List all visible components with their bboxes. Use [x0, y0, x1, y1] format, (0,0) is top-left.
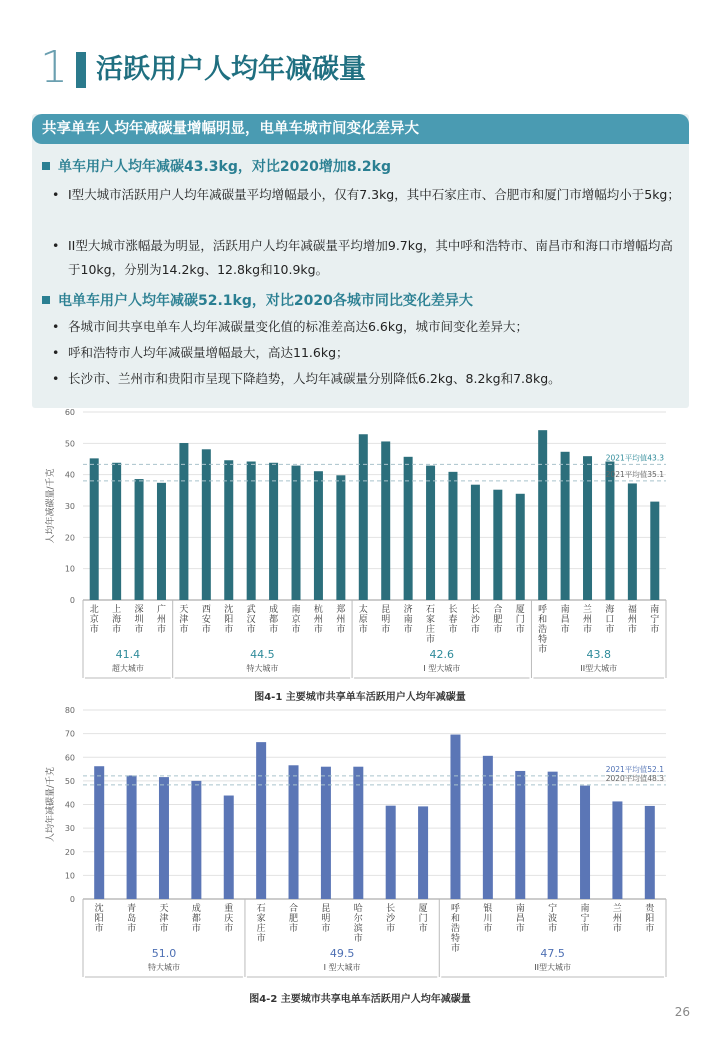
bar — [90, 458, 99, 600]
square-bullet-icon — [42, 162, 50, 170]
group-average: 51.0 — [151, 947, 177, 960]
x-tick-label: 太原市 — [358, 605, 368, 635]
reference-line-label: 2021平均值35.1 — [605, 469, 664, 479]
x-tick-label: 沈阳市 — [94, 904, 104, 934]
x-tick-label: 广州市 — [156, 605, 166, 635]
bullet-item — [52, 341, 682, 365]
x-tick-label: 郑州市 — [336, 605, 346, 635]
group-name: I 型大城市 — [323, 963, 361, 972]
x-tick-label: 青岛市 — [127, 904, 137, 934]
x-tick-label: 石家庄市 — [256, 904, 266, 944]
x-tick-label: 南昌市 — [560, 605, 570, 635]
x-tick-label: 南京市 — [291, 605, 301, 635]
panel-header: 共享单车人均年减碳量增幅明显，电单车城市间变化差异大 — [32, 114, 689, 144]
bar — [645, 806, 655, 899]
bar — [450, 735, 460, 899]
group-average: 43.8 — [586, 648, 611, 661]
bar — [135, 479, 144, 600]
group-name: 特大城市 — [147, 963, 180, 972]
y-tick-label: 80 — [64, 706, 75, 715]
section-title: 活跃用户人均年减碳量 — [96, 54, 366, 85]
bar — [157, 483, 166, 600]
bar — [483, 756, 493, 899]
bar — [269, 463, 278, 600]
y-tick-label: 10 — [64, 871, 75, 881]
x-tick-label: 南昌市 — [515, 904, 525, 934]
x-tick-label: 深圳市 — [134, 605, 144, 635]
bullet-item — [52, 367, 682, 391]
x-tick-label: 西安市 — [201, 605, 211, 635]
x-tick-label: 杭州市 — [313, 605, 323, 635]
subheading-ebike-text: 电单车用户人均年减碳52.1kg，对比2020各城市同比变化差异大 — [58, 293, 473, 309]
y-tick-label: 10 — [64, 564, 75, 574]
x-tick-label: 昆明市 — [381, 605, 391, 635]
x-tick-label: 成都市 — [269, 605, 279, 635]
y-tick-label: 30 — [64, 502, 75, 511]
group-average: 41.4 — [115, 648, 141, 661]
x-tick-label: 北京市 — [89, 605, 99, 635]
y-tick-label: 70 — [64, 729, 75, 739]
bullet-dot-icon: • — [52, 319, 60, 334]
bar — [650, 502, 659, 600]
x-tick-label: 兰州市 — [583, 605, 593, 635]
bullet-dot-icon: • — [52, 238, 60, 253]
bar — [353, 767, 363, 899]
bar — [471, 485, 480, 600]
bar — [292, 466, 301, 600]
square-bullet-icon — [42, 296, 50, 304]
group-average: 47.5 — [540, 947, 565, 960]
bar — [515, 771, 525, 899]
group-name: I 型大城市 — [423, 664, 461, 673]
bar — [404, 457, 413, 600]
x-tick-label: 呼和浩特市 — [450, 904, 460, 954]
bullet-text: 呼和浩特市人均年减碳量增幅最大，高达11.6kg； — [68, 345, 349, 360]
bar — [112, 463, 121, 600]
bar — [426, 466, 435, 600]
reference-line-label: 2021平均值52.1 — [605, 764, 664, 774]
bar — [448, 472, 457, 600]
group-average: 42.6 — [429, 648, 455, 661]
y-axis-label: 人均年减碳量/千克 — [46, 468, 56, 544]
subheading-ebike — [42, 290, 473, 310]
bar — [247, 462, 256, 600]
x-tick-label: 武汉市 — [246, 605, 256, 635]
chart1-caption: 图4-1 主要城市共享单车活跃用户人均年减碳量 — [254, 692, 466, 703]
bar — [381, 441, 390, 600]
x-tick-label: 贵阳市 — [645, 904, 655, 934]
x-tick-label: 厦门市 — [418, 904, 428, 934]
bar — [179, 443, 188, 600]
group-name: 超大城市 — [111, 664, 144, 673]
section-accent-bar — [76, 52, 86, 88]
bar — [314, 471, 323, 600]
x-tick-label: 石家庄市 — [426, 605, 436, 645]
bar — [191, 781, 201, 899]
group-average: 49.5 — [329, 947, 355, 960]
chart2-caption: 图4-2 主要城市共享电单车活跃用户人均年减碳量 — [249, 994, 471, 1005]
ebike-chart — [0, 700, 720, 980]
bar — [359, 434, 368, 600]
x-tick-label: 福州市 — [627, 605, 637, 635]
y-tick-label: 0 — [69, 596, 75, 605]
bullet-dot-icon: • — [52, 187, 60, 202]
bar — [336, 475, 345, 600]
x-tick-label: 长沙市 — [470, 605, 480, 635]
bullet-text: I型大城市活跃用户人均年减碳量平均增幅最小，仅有7.3kg，其中石家庄市、合肥市和厦门市增幅均小于5kg； — [68, 187, 680, 202]
group-average: 44.5 — [250, 648, 275, 661]
x-tick-label: 合肥市 — [493, 605, 503, 635]
bar — [516, 494, 525, 600]
bar — [94, 766, 104, 899]
bar — [418, 806, 428, 899]
bullet-text: 长沙市、兰州市和贵阳市呈现下降趋势，人均年减碳量分别降低6.2kg、8.2kg和7.8kg。 — [68, 371, 561, 386]
bar — [580, 786, 590, 899]
x-tick-label: 长春市 — [448, 605, 458, 635]
section-number: 1 — [40, 42, 68, 93]
y-tick-label: 50 — [64, 776, 75, 786]
x-tick-label: 厦门市 — [515, 605, 525, 635]
subheading-bike-text: 单车用户人均年减碳43.3kg，对比2020增加8.2kg — [58, 159, 391, 175]
x-tick-label: 呼和浩特市 — [538, 605, 548, 655]
y-tick-label: 0 — [69, 895, 75, 904]
subheading-bike — [42, 156, 391, 176]
group-name: II型大城市 — [534, 963, 571, 972]
x-tick-label: 天津市 — [179, 605, 189, 635]
bar — [202, 449, 211, 600]
bullet-text: 各城市间共享电单车人均年减碳量变化值的标准差高达6.6kg，城市间变化差异大； — [68, 319, 529, 334]
y-tick-label: 40 — [64, 470, 75, 480]
bar — [612, 801, 622, 899]
group-name: II型大城市 — [580, 664, 618, 673]
bar — [561, 452, 570, 600]
bar — [628, 483, 637, 600]
bar — [224, 796, 234, 899]
bar — [538, 430, 547, 600]
group-name: 特大城市 — [246, 664, 279, 673]
bar — [159, 777, 169, 899]
x-tick-label: 上海市 — [112, 605, 122, 635]
y-tick-label: 40 — [64, 800, 75, 810]
x-tick-label: 昆明市 — [321, 904, 331, 934]
x-tick-label: 兰州市 — [612, 904, 622, 934]
bullet-item — [52, 315, 682, 339]
y-tick-label: 60 — [64, 753, 75, 763]
reference-line-label: 2020平均值48.3 — [605, 773, 664, 783]
bar — [605, 462, 614, 600]
x-tick-label: 海口市 — [605, 605, 615, 635]
x-tick-label: 沈阳市 — [224, 605, 234, 635]
bar — [583, 456, 592, 600]
bar — [386, 806, 396, 899]
x-tick-label: 合肥市 — [289, 904, 299, 934]
y-tick-label: 60 — [64, 408, 75, 417]
x-tick-label: 天津市 — [159, 904, 169, 934]
bullet-dot-icon: • — [52, 345, 60, 360]
x-tick-label: 南宁市 — [650, 605, 660, 635]
x-tick-label: 南宁市 — [580, 904, 590, 934]
y-axis-label: 人均年减碳量/千克 — [46, 766, 56, 843]
x-tick-label: 哈尔滨市 — [353, 904, 363, 944]
bike-chart — [0, 400, 720, 685]
x-tick-label: 长沙市 — [386, 904, 396, 934]
bullet-dot-icon: • — [52, 371, 60, 386]
bullet-text: II型大城市涨幅最为明显，活跃用户人均年减碳量平均增加9.7kg，其中呼和浩特市、南昌市和海口市增幅均高于10kg，分别为14.2kg、12.8kg和10.9kg。 — [68, 238, 673, 277]
y-tick-label: 30 — [64, 824, 75, 834]
x-tick-label: 济南市 — [403, 605, 413, 635]
reference-line-label: 2021平均值43.3 — [605, 453, 664, 463]
bar — [548, 772, 558, 899]
x-tick-label: 成都市 — [191, 904, 201, 934]
x-tick-label: 重庆市 — [224, 904, 234, 934]
bullet-item — [52, 234, 682, 282]
y-tick-label: 50 — [64, 439, 75, 449]
y-tick-label: 20 — [64, 847, 75, 857]
bar — [256, 742, 266, 899]
y-tick-label: 20 — [64, 533, 75, 543]
bullet-item — [52, 183, 682, 207]
x-tick-label: 银川市 — [483, 904, 493, 934]
page-number: 26 — [674, 1005, 690, 1019]
bar — [127, 775, 137, 899]
x-tick-label: 宁波市 — [548, 904, 558, 934]
bar — [321, 767, 331, 899]
bar — [493, 490, 502, 600]
